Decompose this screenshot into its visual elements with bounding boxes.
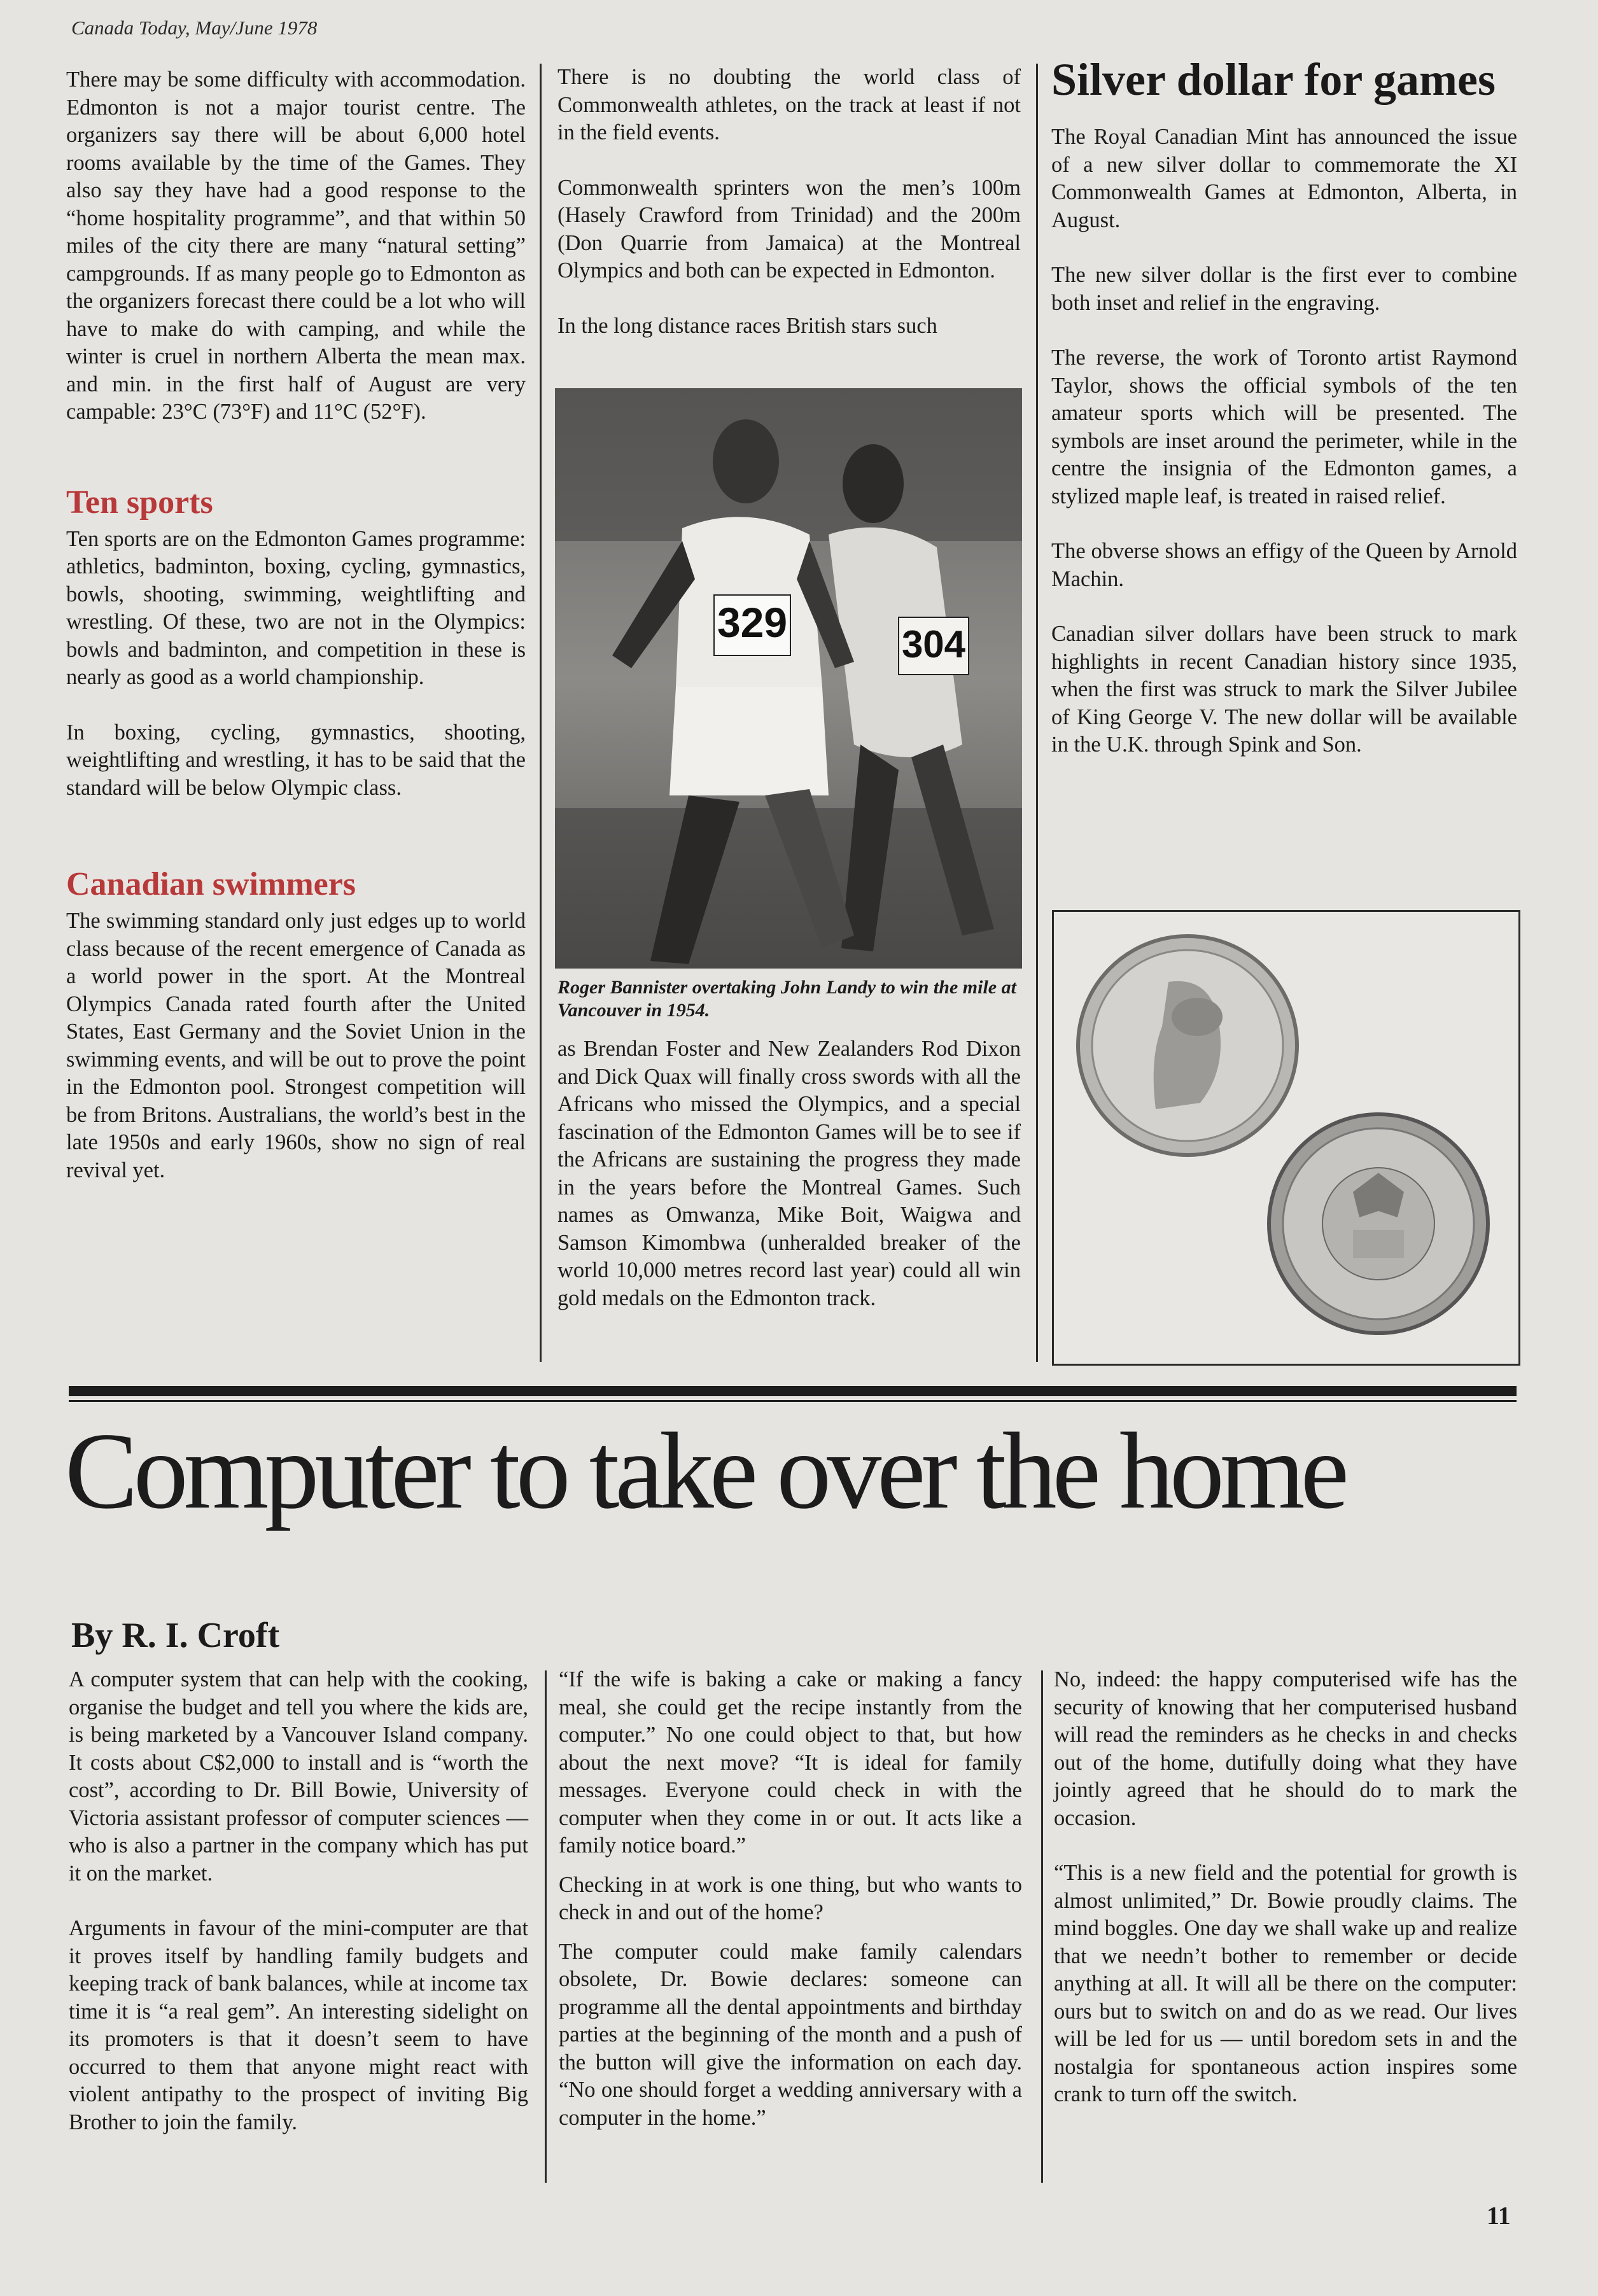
ten-sports-heading: Ten sports (66, 484, 213, 521)
col3-paragraph-1: The Royal Canadian Mint has announced the issue of a new silver dollar to commemorate the XI Commonwealth Games at Edmonton, Alberta, in August. (1051, 125, 1517, 232)
article-column-3 (1054, 1666, 1517, 2136)
runners-photo (555, 388, 1022, 969)
article-col3-paragraph-1: No, indeed: the happy computerised wife has the security of knowing that her computerised husband will read the reminders as he checks in and checks out of the home, dutifully doing what they have jointly agreed that he should do to mark the occasion. (1054, 1667, 1517, 1830)
col2-paragraph-3: In the long distance races British stars such (557, 313, 937, 338)
article-col2-paragraph-1: “If the wife is baking a cake or making a fancy meal, she could get the recipe instantly from the computer.” No one could object to that, but how about the next move? “It is ideal for family messages. Everyone could check in with the computer when they come in or out. It acts like a family notice board.” (559, 1667, 1022, 1858)
article-column-2 (559, 1666, 1022, 2159)
bib-number-304: 304 (901, 623, 966, 666)
col3-paragraph-5: Canadian silver dollars have been struck to mark highlights in recent Canadian history since 1935, when the first was struck to mark the Silver Jubilee of King George V. The new dollar will be available in the U.K. through Spink and Son. (1051, 622, 1517, 757)
col2-paragraph-2: Commonwealth sprinters won the men’s 100m (Hasely Crawford from Trinidad) and the 200m (Don Quarrie from Jamaica) at the Montreal Olympics and both can be expected in Edmonton. (557, 175, 1021, 283)
article-divider-1 (545, 1670, 547, 2183)
col3-paragraph-2: The new silver dollar is the first ever to combine both inset and relief in the engraving. (1051, 263, 1517, 315)
col2-paragraph-4: as Brendan Foster and New Zealanders Rod Dixon and Dick Quax will finally cross swords with all the Africans who missed the Olympics, and a special fascination of the Edmonton Games will be to see if the Africans are sustaining the progress they made in the years before the Montreal Games. Such names as Omwanza, Mike Boit, Waigwa and Samson Kimombwa (unheralded breaker of the world 10,000 metres record last year) could all win gold medals on the Edmonton track. (557, 1037, 1021, 1310)
page-number: 11 (1487, 2201, 1511, 2230)
article-col3-paragraph-2: “This is a new field and the potential for growth is almost unlimited,” Dr. Bowie proudly claims. The mind boggles. One day we shall wake up and realize that we needn’t bother to remember or decide anything at all. It will all be there on the computer: ours but to switch on and do as we read. Our lives will be led for us — until boredom sets in and the nostalgia for spontaneous action inspires some crank to turn off the switch. (1054, 1861, 1517, 2106)
col1-paragraph-2: Ten sports are on the Edmonton Games programme: athletics, badminton, boxing, cycling, gymnastics, bowls, shooting, swimming, weightlifting and wrestling. Of these, two are not in the Olympics: bowls and badminton, and competition in these is nearly as good as a world championship. (66, 526, 526, 689)
article-divider-2 (1041, 1670, 1043, 2183)
col3-paragraph-4: The obverse shows an effigy of the Queen by Arnold Machin. (1051, 539, 1517, 591)
col1-paragraph-4: The swimming standard only just edges up to world class because of the recent emergence of Canada as a world power in the sport. At the Montreal Olympics Canada rated fourth after the United States, East Germany and the Soviet Union in the swimming events, and will be out to prove the point in the Edmonton pool. Strongest competition will be from Britons. Australians, the world’s best in the late 1950s and early 1960s, show no sign of real revival yet. (66, 909, 526, 1182)
article-col2-paragraph-2: Checking in at work is one thing, but who wants to check in and out of the home? (559, 1872, 1022, 1924)
running-head: Canada Today, May/June 1978 (71, 17, 318, 39)
col3-paragraph-3: The reverse, the work of Toronto artist Raymond Taylor, shows the official symbols of the ten amateur sports which will be presented. The symbols are inset around the perimeter, while in the centre the insignia of the Edmonton games, a stylized maple leaf, is treated in raised relief. (1051, 346, 1517, 508)
canadian-swimmers-heading: Canadian swimmers (66, 866, 356, 902)
article-col1-paragraph-1: A computer system that can help with the cooking, organise the budget and tell you where the kids are, is being marketed by a Vancouver Island company. It costs about C$2,000 to install and is “worth the cost”, according to Dr. Bill Bowie, University of Victoria assistant professor of computer sciences — who is also a partner in the company which has put it on the market. (69, 1667, 528, 1886)
column-1 (66, 66, 526, 1212)
col1-paragraph-1: There may be some difficulty with accommodation. Edmonton is not a major tourist centre. The organizers say there will be about 6,000 hotel rooms available by the time of the Games. They also say they have had a good response to the “home hospitality programme”, and that within 50 miles of the city there are many “natural setting” campgrounds. If as many people go to Edmonton as the organizers forecast there could be a lot who will have to make do with camping, and while the winter is cruel in northern Alberta the mean max. and min. in the first half of August are very campable: 23°C (73°F) and 11°C (52°F). (66, 67, 526, 424)
byline: By R. I. Croft (71, 1616, 280, 1655)
col1-paragraph-3: In boxing, cycling, gymnastics, shooting, weightlifting and wrestling, it has to be said that the standard will be below Olympic class. (66, 720, 526, 800)
photo-caption: Roger Bannister overtaking John Landy to win the mile at Vancouver in 1954. (557, 977, 1016, 1021)
column-2-top (557, 64, 1021, 367)
column-3 (1051, 55, 1517, 787)
article-col2-paragraph-3: The computer could make family calendars obsolete, Dr. Bowie declares: someone can programme all the dental appointments and birthday parties at the beginning of the month and a push of the button will give the information on each day. “No one should forget a wedding anniversary with a computer in the home.” (559, 1939, 1022, 2130)
column-2-bottom (557, 1035, 1021, 1340)
article-column-1 (69, 1666, 528, 2164)
column-divider-1 (540, 64, 542, 1362)
column-divider-2 (1036, 64, 1038, 1362)
headline: Computer to take over the home (65, 1411, 1345, 1532)
silver-dollar-photo (1052, 910, 1520, 1366)
section-rule-thin (69, 1400, 1517, 1402)
col2-paragraph-1: There is no doubting the world class of Commonwealth athletes, on the track at least if not in the field events. (557, 65, 1021, 144)
section-rule-thick (69, 1386, 1517, 1396)
bib-number-329: 329 (717, 599, 788, 646)
article-col1-paragraph-2: Arguments in favour of the mini-computer are that it proves itself by handling family budgets and keeping track of bank balances, while at income tax time it is “a real gem”. An interesting sidelight on its promoters is that it doesn’t seem to have occurred to them that anyone might react with violent antipathy to the prospect of inviting Big Brother to join the family. (69, 1916, 528, 2134)
silver-dollar-heading: Silver dollar for games (1051, 54, 1496, 105)
